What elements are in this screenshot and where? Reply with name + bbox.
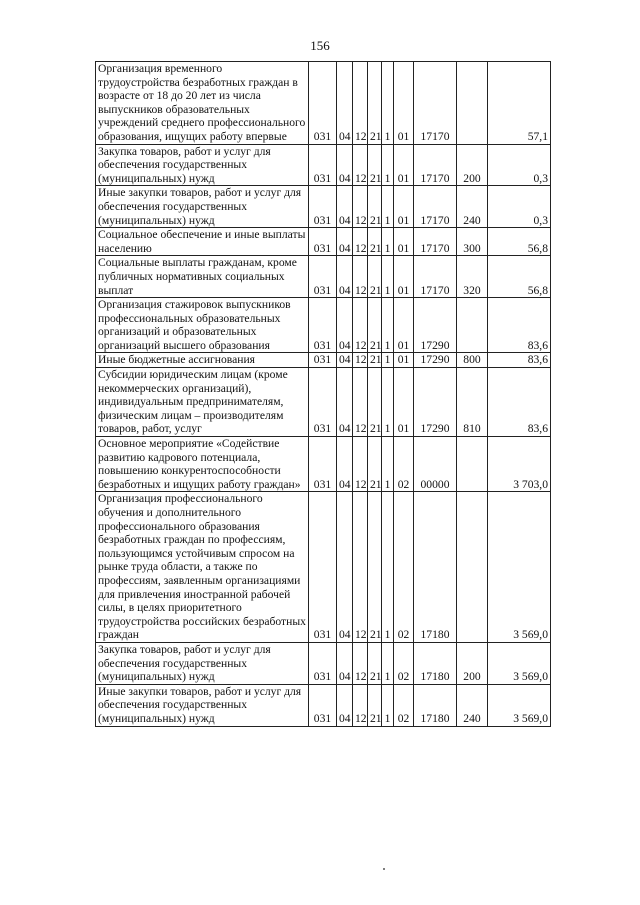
event-code: 01	[394, 353, 414, 368]
subsection-code: 12	[353, 144, 368, 186]
direction-code: 17290	[414, 353, 457, 368]
budget-table-body	[96, 62, 551, 727]
table-row	[96, 186, 551, 228]
subprogram-code: 1	[382, 228, 394, 256]
table-row	[96, 437, 551, 492]
ministry-code: 031	[309, 492, 337, 643]
row-amount: 83,6	[488, 353, 551, 368]
expense-type-code: 200	[457, 642, 488, 684]
event-code: 02	[394, 684, 414, 726]
table-row	[96, 642, 551, 684]
subsection-code: 12	[353, 186, 368, 228]
table-row	[96, 144, 551, 186]
subprogram-code: 1	[382, 62, 394, 145]
subsection-code: 12	[353, 368, 368, 437]
ministry-code: 031	[309, 298, 337, 353]
subprogram-code: 1	[382, 144, 394, 186]
section-code: 04	[337, 353, 353, 368]
section-code: 04	[337, 256, 353, 298]
budget-table	[95, 61, 551, 727]
event-code: 02	[394, 437, 414, 492]
table-row	[96, 684, 551, 726]
row-name: Иные закупки товаров, работ и услуг для обеспечения государственных (муниципальных) нужд	[96, 186, 309, 228]
row-name: Организация профессионального обучения и дополнительного профессионального образования безработных граждан по профессиям, пользующимся устойчивым спросом на рынке труда области, а также по профессиям, заявленным организациями для привлечения иностранной рабочей силы, в целях приоритетного трудоустройства российских безработных граждан	[96, 492, 309, 643]
subsection-code: 12	[353, 684, 368, 726]
direction-code: 17170	[414, 186, 457, 228]
program-code: 21	[368, 186, 382, 228]
subsection-code: 12	[353, 256, 368, 298]
row-name: Иные бюджетные ассигнования	[96, 353, 309, 368]
event-code: 01	[394, 62, 414, 145]
direction-code: 17170	[414, 256, 457, 298]
direction-code: 17180	[414, 642, 457, 684]
program-code: 21	[368, 62, 382, 145]
section-code: 04	[337, 298, 353, 353]
table-row	[96, 368, 551, 437]
event-code: 01	[394, 144, 414, 186]
ministry-code: 031	[309, 353, 337, 368]
row-name: Иные закупки товаров, работ и услуг для обеспечения государственных (муниципальных) нужд	[96, 684, 309, 726]
table-row	[96, 492, 551, 643]
row-amount: 3 703,0	[488, 437, 551, 492]
section-code: 04	[337, 186, 353, 228]
event-code: 01	[394, 298, 414, 353]
expense-type-code: 800	[457, 353, 488, 368]
subprogram-code: 1	[382, 368, 394, 437]
program-code: 21	[368, 642, 382, 684]
row-name: Субсидии юридическим лицам (кроме некоммерческих организаций), индивидуальным предпринимателям, физическим лицам – производителям товаров, работ, услуг	[96, 368, 309, 437]
expense-type-code: 320	[457, 256, 488, 298]
direction-code: 17170	[414, 144, 457, 186]
program-code: 21	[368, 437, 382, 492]
row-amount: 56,8	[488, 228, 551, 256]
section-code: 04	[337, 437, 353, 492]
ministry-code: 031	[309, 256, 337, 298]
section-code: 04	[337, 642, 353, 684]
direction-code: 00000	[414, 437, 457, 492]
expense-type-code	[457, 298, 488, 353]
event-code: 02	[394, 492, 414, 643]
subsection-code: 12	[353, 353, 368, 368]
table-row	[96, 256, 551, 298]
subprogram-code: 1	[382, 492, 394, 643]
expense-type-code: 300	[457, 228, 488, 256]
program-code: 21	[368, 298, 382, 353]
row-amount: 56,8	[488, 256, 551, 298]
ministry-code: 031	[309, 186, 337, 228]
program-code: 21	[368, 228, 382, 256]
stray-mark	[383, 868, 385, 870]
table-row	[96, 228, 551, 256]
direction-code: 17170	[414, 62, 457, 145]
ministry-code: 031	[309, 642, 337, 684]
subsection-code: 12	[353, 437, 368, 492]
ministry-code: 031	[309, 62, 337, 145]
event-code: 01	[394, 186, 414, 228]
table-row	[96, 353, 551, 368]
ministry-code: 031	[309, 368, 337, 437]
expense-type-code: 810	[457, 368, 488, 437]
subprogram-code: 1	[382, 298, 394, 353]
expense-type-code	[457, 437, 488, 492]
subprogram-code: 1	[382, 186, 394, 228]
subsection-code: 12	[353, 492, 368, 643]
row-amount: 83,6	[488, 368, 551, 437]
program-code: 21	[368, 353, 382, 368]
section-code: 04	[337, 492, 353, 643]
direction-code: 17170	[414, 228, 457, 256]
section-code: 04	[337, 228, 353, 256]
row-name: Закупка товаров, работ и услуг для обеспечения государственных (муниципальных) нужд	[96, 642, 309, 684]
expense-type-code: 200	[457, 144, 488, 186]
row-amount: 0,3	[488, 186, 551, 228]
row-amount: 0,3	[488, 144, 551, 186]
program-code: 21	[368, 492, 382, 643]
page-number: 156	[310, 38, 330, 53]
section-code: 04	[337, 62, 353, 145]
expense-type-code: 240	[457, 684, 488, 726]
subprogram-code: 1	[382, 353, 394, 368]
program-code: 21	[368, 368, 382, 437]
table-row	[96, 298, 551, 353]
expense-type-code	[457, 62, 488, 145]
event-code: 01	[394, 228, 414, 256]
row-name: Организация временного трудоустройства безработных граждан в возрасте от 18 до 20 лет из числа выпускников образовательных учреждений среднего профессионального образования, ищущих работу впервые	[96, 62, 309, 145]
direction-code: 17180	[414, 492, 457, 643]
program-code: 21	[368, 684, 382, 726]
ministry-code: 031	[309, 437, 337, 492]
direction-code: 17290	[414, 368, 457, 437]
program-code: 21	[368, 144, 382, 186]
event-code: 01	[394, 368, 414, 437]
program-code: 21	[368, 256, 382, 298]
subsection-code: 12	[353, 298, 368, 353]
expense-type-code	[457, 492, 488, 643]
ministry-code: 031	[309, 144, 337, 186]
row-amount: 3 569,0	[488, 492, 551, 643]
subprogram-code: 1	[382, 437, 394, 492]
subsection-code: 12	[353, 642, 368, 684]
subprogram-code: 1	[382, 256, 394, 298]
row-name: Социальное обеспечение и иные выплаты населению	[96, 228, 309, 256]
subprogram-code: 1	[382, 684, 394, 726]
row-name: Организация стажировок выпускников профессиональных образовательных организаций и образовательных организаций высшего образования	[96, 298, 309, 353]
table-row	[96, 62, 551, 145]
row-amount: 83,6	[488, 298, 551, 353]
direction-code: 17290	[414, 298, 457, 353]
row-amount: 57,1	[488, 62, 551, 145]
subprogram-code: 1	[382, 642, 394, 684]
row-name: Закупка товаров, работ и услуг для обеспечения государственных (муниципальных) нужд	[96, 144, 309, 186]
row-amount: 3 569,0	[488, 684, 551, 726]
section-code: 04	[337, 368, 353, 437]
expense-type-code: 240	[457, 186, 488, 228]
ministry-code: 031	[309, 684, 337, 726]
row-amount: 3 569,0	[488, 642, 551, 684]
section-code: 04	[337, 684, 353, 726]
section-code: 04	[337, 144, 353, 186]
row-name: Социальные выплаты гражданам, кроме публичных нормативных социальных выплат	[96, 256, 309, 298]
subsection-code: 12	[353, 62, 368, 145]
row-name: Основное мероприятие «Содействие развитию кадрового потенциала, повышению конкурентоспособности безработных и ищущих работу граждан»	[96, 437, 309, 492]
event-code: 02	[394, 642, 414, 684]
subsection-code: 12	[353, 228, 368, 256]
direction-code: 17180	[414, 684, 457, 726]
event-code: 01	[394, 256, 414, 298]
ministry-code: 031	[309, 228, 337, 256]
